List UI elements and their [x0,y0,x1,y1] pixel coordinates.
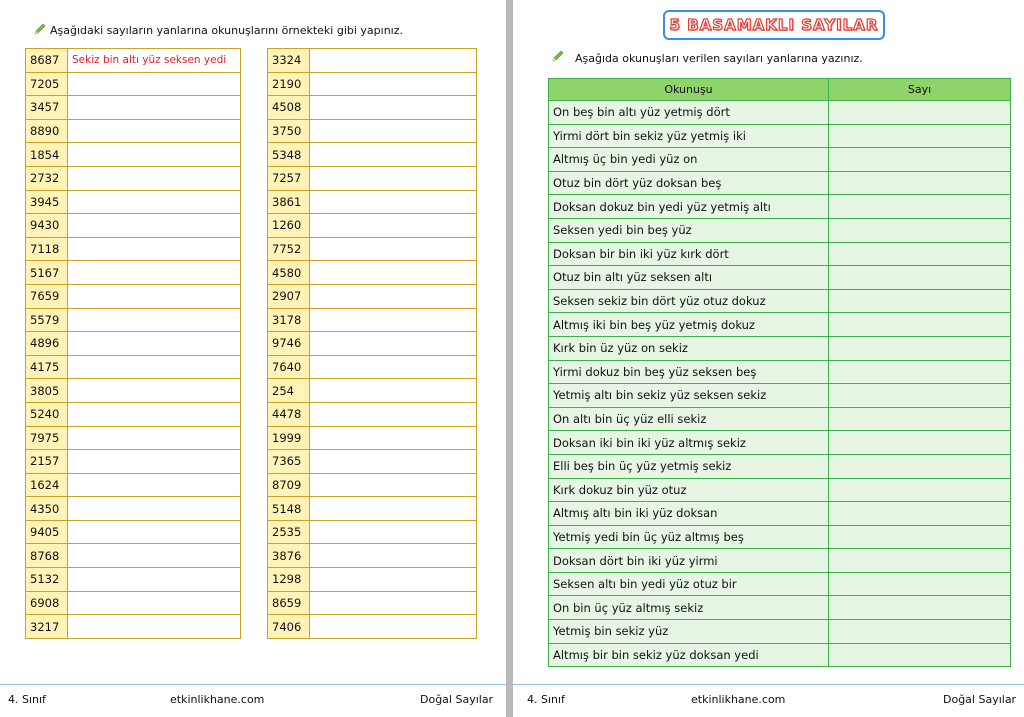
number-answer-cell[interactable] [829,643,1011,667]
answer-cell[interactable] [68,568,241,592]
table-row [268,568,477,592]
answer-cell[interactable] [310,544,477,568]
table-row [268,143,477,167]
table-row [268,450,477,474]
reading-cell: On altı bin üç yüz elli sekiz [549,407,829,431]
table-row [549,313,1011,337]
reading-cell: Elli beş bin üç yüz yetmiş sekiz [549,454,829,478]
footer-grade: 4. Sınıf [527,693,565,706]
table-row [549,407,1011,431]
answer-cell[interactable] [310,143,477,167]
answer-cell[interactable] [310,615,477,639]
number-answer-cell[interactable] [829,360,1011,384]
number-cell: 2732 [26,166,68,190]
answer-cell[interactable] [68,166,241,190]
table-row [549,171,1011,195]
footer-subject: Doğal Sayılar [420,693,494,706]
number-cell: 7659 [26,284,68,308]
number-cell: 3805 [26,379,68,403]
answer-cell[interactable] [310,214,477,238]
table-row [549,454,1011,478]
answer-cell[interactable] [310,568,477,592]
number-answer-cell[interactable] [829,101,1011,125]
number-answer-cell[interactable] [829,242,1011,266]
table-row [549,431,1011,455]
table-row [26,166,241,190]
number-cell: 2907 [268,284,310,308]
answer-cell[interactable] [310,355,477,379]
page-title: 5 BASAMAKLI SAYILAR [669,16,879,34]
answer-cell[interactable] [310,473,477,497]
answer-cell[interactable] [68,261,241,285]
number-cell: 5240 [26,402,68,426]
reading-cell: Altmış altı bin iki yüz doksan [549,502,829,526]
number-cell: 7365 [268,450,310,474]
number-answer-cell[interactable] [829,620,1011,644]
worksheet-page-right [513,0,1024,717]
reading-cell: On beş bin altı yüz yetmiş dört [549,101,829,125]
number-answer-cell[interactable] [829,572,1011,596]
reading-cell: Yetmiş bin sekiz yüz [549,620,829,644]
footer-divider [0,684,506,685]
answer-cell[interactable] [68,143,241,167]
table-row [26,49,241,73]
answer-cell[interactable] [310,72,477,96]
answer-cell[interactable] [68,308,241,332]
answer-cell[interactable] [310,261,477,285]
table-row [549,266,1011,290]
reading-table [548,78,1011,667]
table-row [549,124,1011,148]
table-row [26,591,241,615]
number-cell: 9405 [26,520,68,544]
number-cell: 3750 [268,119,310,143]
answer-cell[interactable] [68,119,241,143]
answer-cell[interactable] [68,544,241,568]
pencil-icon [33,22,47,36]
number-cell: 5148 [268,497,310,521]
header-number: Sayı [829,79,1011,101]
number-cell: 5132 [26,568,68,592]
table-row [549,242,1011,266]
reading-cell: Seksen yedi bin beş yüz [549,218,829,242]
number-cell: 1999 [268,426,310,450]
table-row [549,572,1011,596]
table-row [26,261,241,285]
number-cell: 4175 [26,355,68,379]
answer-cell[interactable] [68,473,241,497]
table-row [26,96,241,120]
reading-cell: Yetmiş yedi bin üç yüz altmış beş [549,525,829,549]
answer-cell[interactable] [310,497,477,521]
table-row [26,426,241,450]
table-row [549,549,1011,573]
number-cell: 8709 [268,473,310,497]
number-answer-cell[interactable] [829,478,1011,502]
number-cell: 7640 [268,355,310,379]
number-answer-cell[interactable] [829,525,1011,549]
pencil-icon [551,49,565,63]
number-cell: 3876 [268,544,310,568]
answer-cell[interactable] [310,190,477,214]
footer-site: etkinlikhane.com [691,693,786,706]
answer-cell[interactable] [68,190,241,214]
number-cell: 7118 [26,237,68,261]
number-table-2 [267,48,477,639]
answer-cell[interactable] [310,166,477,190]
number-cell: 4896 [26,332,68,356]
table-row [268,49,477,73]
number-cell: 8659 [268,591,310,615]
number-cell: 1298 [268,568,310,592]
instruction-text: Aşağıdaki sayıların yanlarına okunuşlarını örnekteki gibi yapınız. [50,24,404,37]
number-cell: 9746 [268,332,310,356]
title-box [663,10,885,40]
table-row [26,402,241,426]
table-row [268,497,477,521]
answer-cell[interactable] [310,332,477,356]
number-cell: 8768 [26,544,68,568]
reading-cell: On bin üç yüz altmış sekiz [549,596,829,620]
answer-cell[interactable] [68,214,241,238]
number-answer-cell[interactable] [829,195,1011,219]
number-cell: 7257 [268,166,310,190]
number-cell: 3945 [26,190,68,214]
table-header-row [549,79,1011,101]
instruction-text: Aşağıda okunuşları verilen sayıları yanlarına yazınız. [575,52,863,65]
number-cell: 4508 [268,96,310,120]
number-answer-cell[interactable] [829,289,1011,313]
answer-cell[interactable] [68,520,241,544]
answer-cell[interactable] [310,450,477,474]
table-row [26,544,241,568]
number-cell: 2190 [268,72,310,96]
answer-cell[interactable] [68,379,241,403]
table-row [268,308,477,332]
table-row [26,237,241,261]
table-row [549,502,1011,526]
reading-cell: Doksan iki bin iki yüz altmış sekiz [549,431,829,455]
number-cell: 3217 [26,615,68,639]
answer-cell[interactable] [68,426,241,450]
answer-cell[interactable] [310,49,477,73]
answer-cell[interactable] [310,402,477,426]
table-row [26,497,241,521]
answer-cell[interactable] [68,72,241,96]
number-cell: 7205 [26,72,68,96]
number-cell: 1624 [26,473,68,497]
number-cell: 3324 [268,49,310,73]
table-row [26,520,241,544]
number-cell: 2535 [268,520,310,544]
table-row [268,544,477,568]
answer-cell[interactable] [310,96,477,120]
answer-cell[interactable] [68,355,241,379]
reading-cell: Yirmi dört bin sekiz yüz yetmiş iki [549,124,829,148]
answer-cell[interactable] [68,402,241,426]
table-row [549,336,1011,360]
answer-cell[interactable] [68,284,241,308]
table-row [268,284,477,308]
number-cell: 8890 [26,119,68,143]
table-row [26,72,241,96]
reading-cell: Doksan bir bin iki yüz kırk dört [549,242,829,266]
table-row [26,308,241,332]
answer-cell[interactable] [68,237,241,261]
table-row [268,615,477,639]
table-row [549,101,1011,125]
table-row [268,473,477,497]
footer-divider [513,684,1024,685]
table-row [549,643,1011,667]
reading-cell: Altmış bir bin sekiz yüz doksan yedi [549,643,829,667]
number-answer-cell[interactable] [829,596,1011,620]
number-cell: 5579 [26,308,68,332]
number-cell: 5167 [26,261,68,285]
footer-site: etkinlikhane.com [170,693,265,706]
number-answer-cell[interactable] [829,502,1011,526]
answer-cell[interactable] [310,520,477,544]
reading-cell: Altmış üç bin yedi yüz on [549,148,829,172]
number-answer-cell[interactable] [829,549,1011,573]
table-row [26,473,241,497]
table-row [26,379,241,403]
answer-cell[interactable] [310,426,477,450]
table-row [26,355,241,379]
number-answer-cell[interactable] [829,384,1011,408]
number-cell: 4350 [26,497,68,521]
number-cell: 7975 [26,426,68,450]
table-row [549,525,1011,549]
table-row [268,96,477,120]
answer-cell[interactable] [68,615,241,639]
number-cell: 1854 [26,143,68,167]
number-cell: 6908 [26,591,68,615]
number-cell: 4580 [268,261,310,285]
reading-cell: Seksen altı bin yedi yüz otuz bir [549,572,829,596]
table-row [268,332,477,356]
answer-cell[interactable] [310,379,477,403]
footer-grade: 4. Sınıf [8,693,46,706]
table-row [268,520,477,544]
number-answer-cell[interactable] [829,431,1011,455]
table-row [268,261,477,285]
number-cell: 3861 [268,190,310,214]
number-cell: 4478 [268,402,310,426]
table-row [268,166,477,190]
reading-cell: Altmış iki bin beş yüz yetmiş dokuz [549,313,829,337]
worksheet-page-left [0,0,506,717]
number-cell: 254 [268,379,310,403]
number-cell: 8687 [26,49,68,73]
number-cell: 3457 [26,96,68,120]
table-row [549,289,1011,313]
answer-cell[interactable] [310,119,477,143]
reading-cell: Seksen sekiz bin dört yüz otuz dokuz [549,289,829,313]
answer-cell[interactable] [310,237,477,261]
table-row [26,214,241,238]
number-answer-cell[interactable] [829,171,1011,195]
number-answer-cell[interactable] [829,407,1011,431]
table-row [268,426,477,450]
number-cell: 7406 [268,615,310,639]
table-row [26,143,241,167]
table-row [268,355,477,379]
table-row [26,284,241,308]
table-row [549,620,1011,644]
answer-cell[interactable] [310,591,477,615]
reading-cell: Doksan dokuz bin yedi yüz yetmiş altı [549,195,829,219]
number-cell: 3178 [268,308,310,332]
reading-cell: Doksan dört bin iki yüz yirmi [549,549,829,573]
reading-cell: Yirmi dokuz bin beş yüz seksen beş [549,360,829,384]
example-answer-cell[interactable]: Sekiz bin altı yüz seksen yedi [68,49,241,73]
number-cell: 5348 [268,143,310,167]
number-answer-cell[interactable] [829,124,1011,148]
table-row [549,148,1011,172]
answer-cell[interactable] [68,96,241,120]
answer-cell[interactable] [68,591,241,615]
table-row [268,591,477,615]
answer-cell[interactable] [310,308,477,332]
table-row [26,615,241,639]
table-row [26,568,241,592]
number-cell: 1260 [268,214,310,238]
number-answer-cell[interactable] [829,336,1011,360]
answer-cell[interactable] [68,332,241,356]
number-answer-cell[interactable] [829,266,1011,290]
table-row [26,450,241,474]
answer-cell[interactable] [310,284,477,308]
number-answer-cell[interactable] [829,313,1011,337]
number-cell: 2157 [26,450,68,474]
table-row [268,402,477,426]
table-row [268,72,477,96]
table-row [549,360,1011,384]
table-row [549,596,1011,620]
table-row [268,190,477,214]
number-answer-cell[interactable] [829,148,1011,172]
number-cell: 9430 [26,214,68,238]
table-row [268,214,477,238]
header-reading: Okunuşu [549,79,829,101]
table-row [26,190,241,214]
number-table-1 [25,48,241,639]
answer-cell[interactable] [68,497,241,521]
reading-cell: Yetmiş altı bin sekiz yüz seksen sekiz [549,384,829,408]
table-row [26,119,241,143]
reading-cell: Otuz bin dört yüz doksan beş [549,171,829,195]
number-cell: 7752 [268,237,310,261]
table-row [268,119,477,143]
reading-cell: Kırk bin üz yüz on sekiz [549,336,829,360]
footer-subject: Doğal Sayılar [943,693,1017,706]
table-row [549,384,1011,408]
table-row [549,478,1011,502]
number-answer-cell[interactable] [829,218,1011,242]
answer-cell[interactable] [68,450,241,474]
number-answer-cell[interactable] [829,454,1011,478]
table-row [268,237,477,261]
table-row [549,195,1011,219]
reading-cell: Otuz bin altı yüz seksen altı [549,266,829,290]
table-row [268,379,477,403]
table-row [26,332,241,356]
reading-cell: Kırk dokuz bin yüz otuz [549,478,829,502]
table-row [549,218,1011,242]
